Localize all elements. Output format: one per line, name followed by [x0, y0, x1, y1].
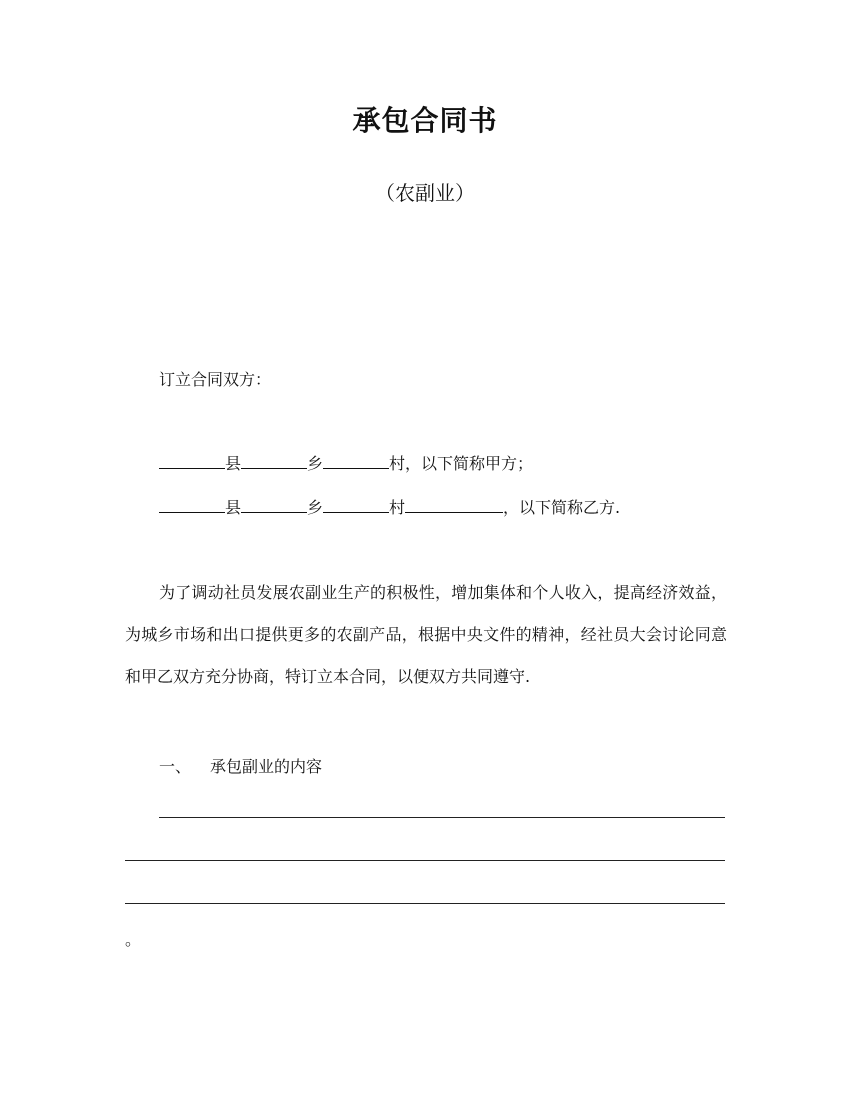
village-label: 村: [389, 498, 406, 517]
village-blank[interactable]: [323, 452, 389, 469]
preamble-paragraph: 为了调动社员发展农副业生产的积极性，增加集体和个人收入，提高经济效益，为城乡市场和出口提供更多的农副产品，根据中央文件的精神，经社员大会讨论同意和甲乙双方充分协商，特订立本合同，以便双方共同遵守.: [125, 583, 727, 686]
parties-heading: 订立合同双方：: [159, 370, 272, 389]
county-blank[interactable]: [159, 496, 225, 513]
fill-in-line[interactable]: [159, 817, 725, 818]
fill-in-line[interactable]: [125, 860, 725, 861]
township-blank[interactable]: [241, 452, 307, 469]
party-a-line: [159, 452, 533, 476]
party-b-suffix: ，以下简称乙方.: [503, 498, 621, 517]
document-title: 承包合同书: [352, 104, 498, 137]
section-1-title: 承包副业的内容: [210, 757, 323, 776]
name-blank[interactable]: [405, 496, 503, 513]
county-label: 县: [225, 454, 242, 473]
township-label: 乡: [307, 454, 324, 473]
section-end-mark: 。: [125, 930, 142, 949]
document-subtitle: （农副业）: [375, 181, 475, 205]
village-blank[interactable]: [323, 496, 389, 513]
party-b-line: [159, 496, 620, 520]
section-1-number: 一、: [159, 757, 192, 776]
township-label: 乡: [307, 498, 324, 517]
county-label: 县: [225, 498, 242, 517]
village-label: 村，以下简称甲方；: [389, 454, 534, 473]
township-blank[interactable]: [241, 496, 307, 513]
county-blank[interactable]: [159, 452, 225, 469]
fill-in-line[interactable]: [125, 903, 725, 904]
